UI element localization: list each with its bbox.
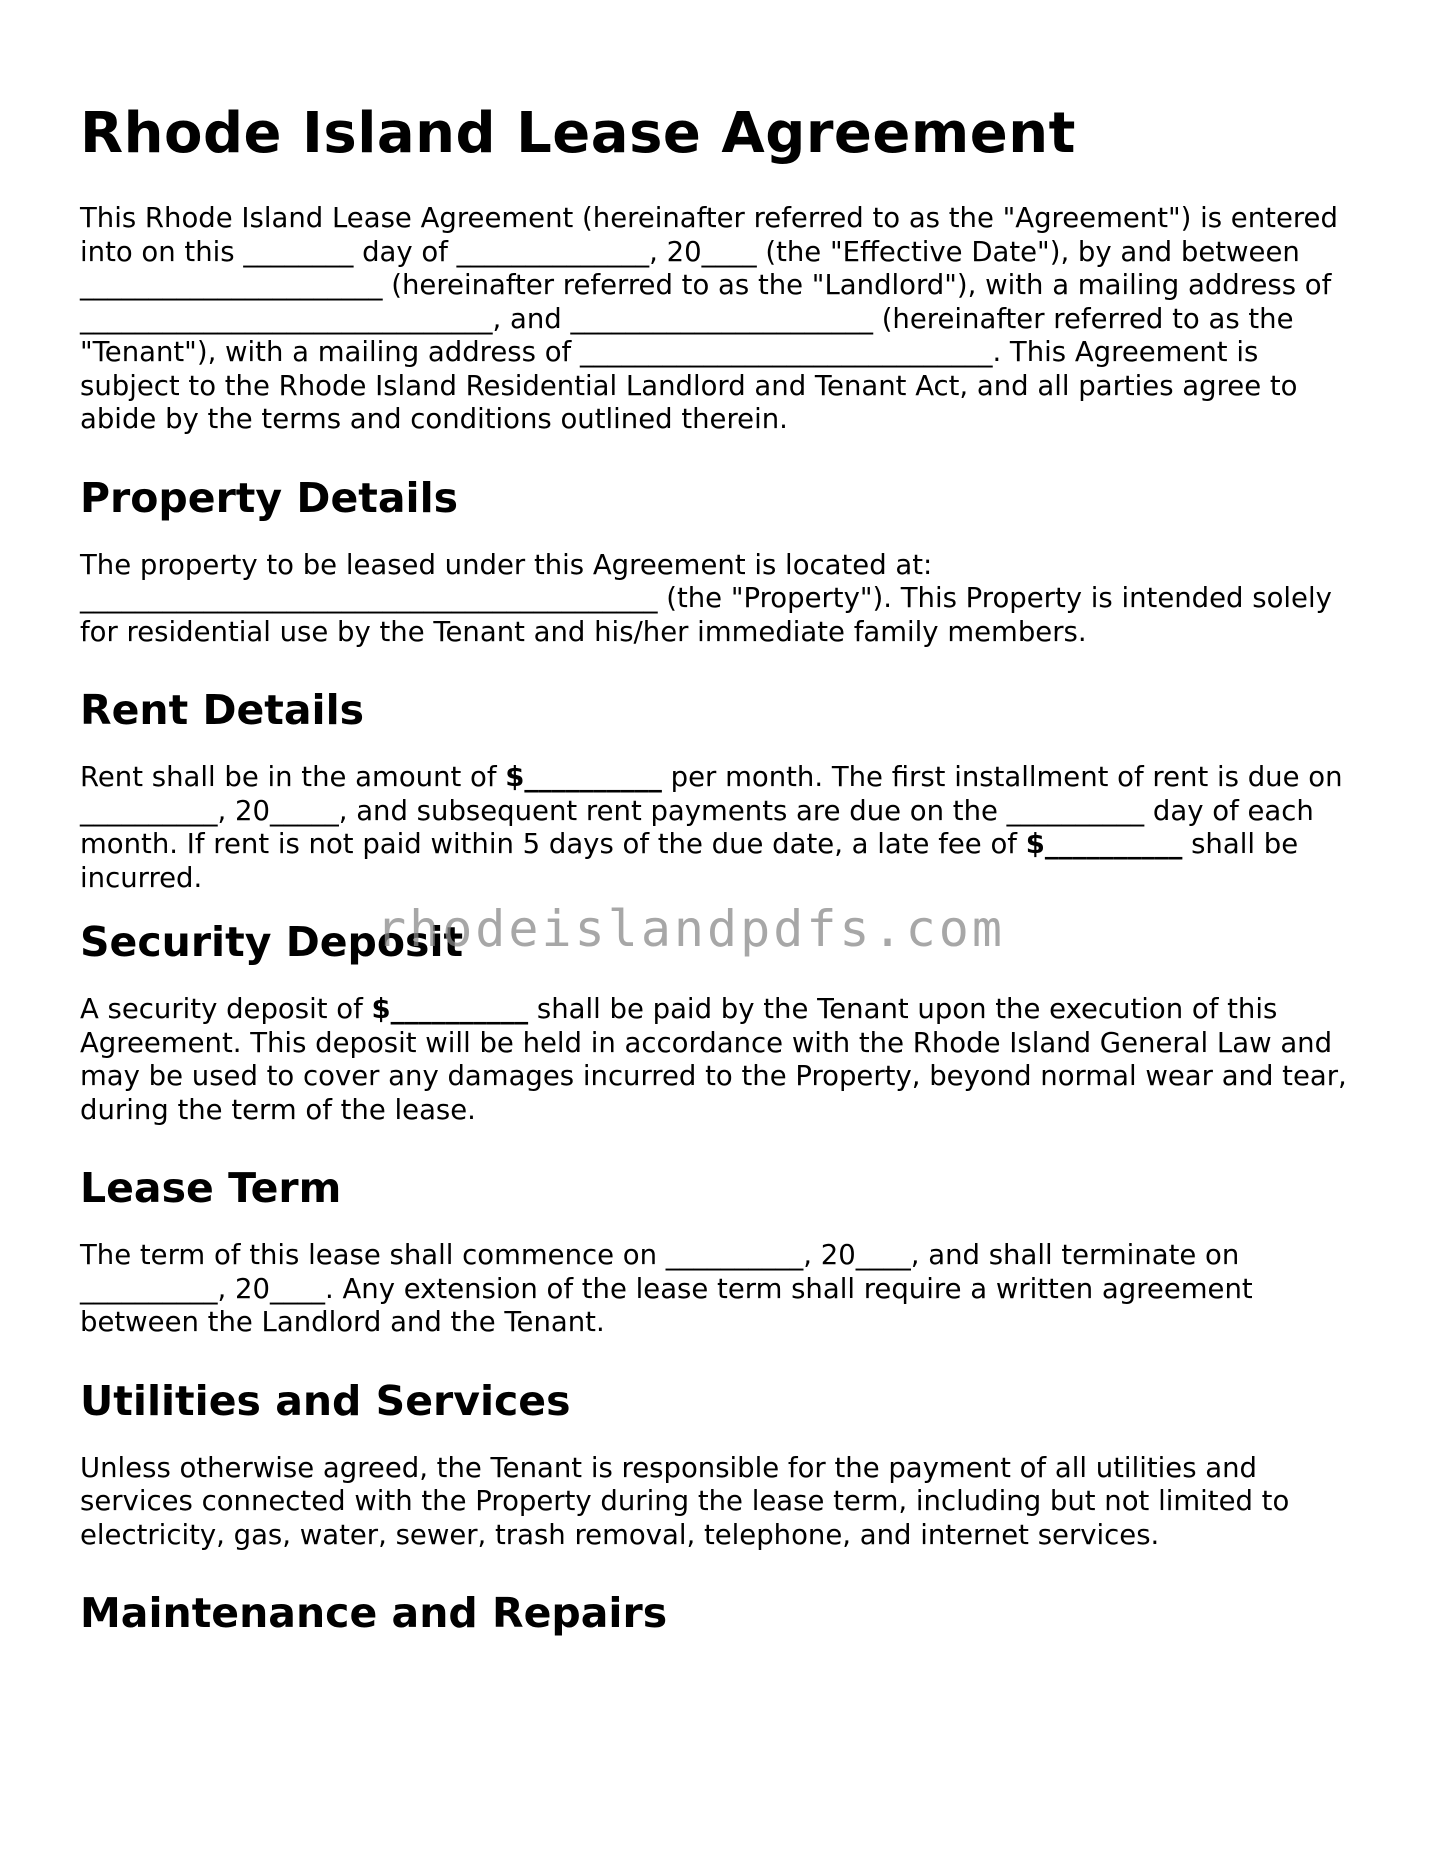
document-title: Rhode Island Lease Agreement (80, 101, 1076, 166)
rent-text-1: Rent shall be in the amount of (80, 761, 506, 793)
security-text-2: shall be paid by the Tenant upon the execution of this Agreement. This deposit will be held in accordance with the Rhode Island General Law and may be used to cover any damages incurred to the Property, beyond normal wear and tear, during the term of the lease. (80, 993, 1347, 1126)
term-heading: Lease Term (80, 1164, 342, 1212)
rent-paragraph (80, 761, 1365, 895)
maintenance-section (80, 1588, 1365, 1638)
rent-text-3: shall be incurred. (80, 828, 1299, 894)
property-heading: Property Details (80, 473, 459, 522)
deposit-amount-blank: $__________ (371, 993, 529, 1025)
security-heading: Security Deposit (80, 918, 464, 966)
term-paragraph: The term of this lease shall commence on __________, 20____, and shall terminate on __________, 20____. Any extension of the lease term shall require a written agreement between the Landlord and the Tenant. (80, 1239, 1253, 1338)
intro-paragraph: This Rhode Island Lease Agreement (hereinafter referred to as the "Agreement") is entered into on this ________ day of ______________, 20____ (the "Effective Date"), by and between ______________________ (hereinafter referred to as the "Landlord"), with a mailing address of ______________________________, and ______________________ (hereinafter referred to as the "Tenant"), with a mailing address of ______________________________. This Agreement is subject to the Rhode Island Residential Landlord and Tenant Act, and all parties agree to abide by the terms and conditions outlined therein. (80, 202, 1338, 435)
property-section (80, 473, 1365, 650)
security-text-1: A security deposit of (80, 993, 372, 1025)
rent-section (80, 685, 1365, 895)
property-paragraph: The property to be leased under this Agreement is located at: __________________________________________ (the "Property"). This Property is intended solely for residential use by the Tenant and his/her immediate family members. (80, 548, 1332, 648)
rent-heading: Rent Details (80, 686, 365, 734)
utilities-section (80, 1376, 1365, 1553)
document-page (80, 100, 1365, 1664)
rent-text-2: per month. The first installment of rent is due on __________, 20_____, and subsequent rent payments are due on the __________ day of each month. If rent is not paid within 5 days of the due date, a late fee of (80, 761, 1343, 860)
watermark: rhodeislandpdfs.com (376, 900, 1005, 958)
utilities-paragraph: Unless otherwise agreed, the Tenant is responsible for the payment of all utilities and services connected with the Property during the lease term, including but not limited to electricity, gas, water, sewer, trash removal, telephone, and internet services. (80, 1451, 1290, 1551)
security-paragraph (80, 993, 1365, 1127)
late-fee-blank: $__________ (1025, 828, 1183, 860)
utilities-heading: Utilities and Services (80, 1376, 571, 1425)
rent-amount-blank: $__________ (505, 761, 662, 793)
term-section (80, 1163, 1365, 1340)
maintenance-heading: Maintenance and Repairs (80, 1589, 668, 1637)
